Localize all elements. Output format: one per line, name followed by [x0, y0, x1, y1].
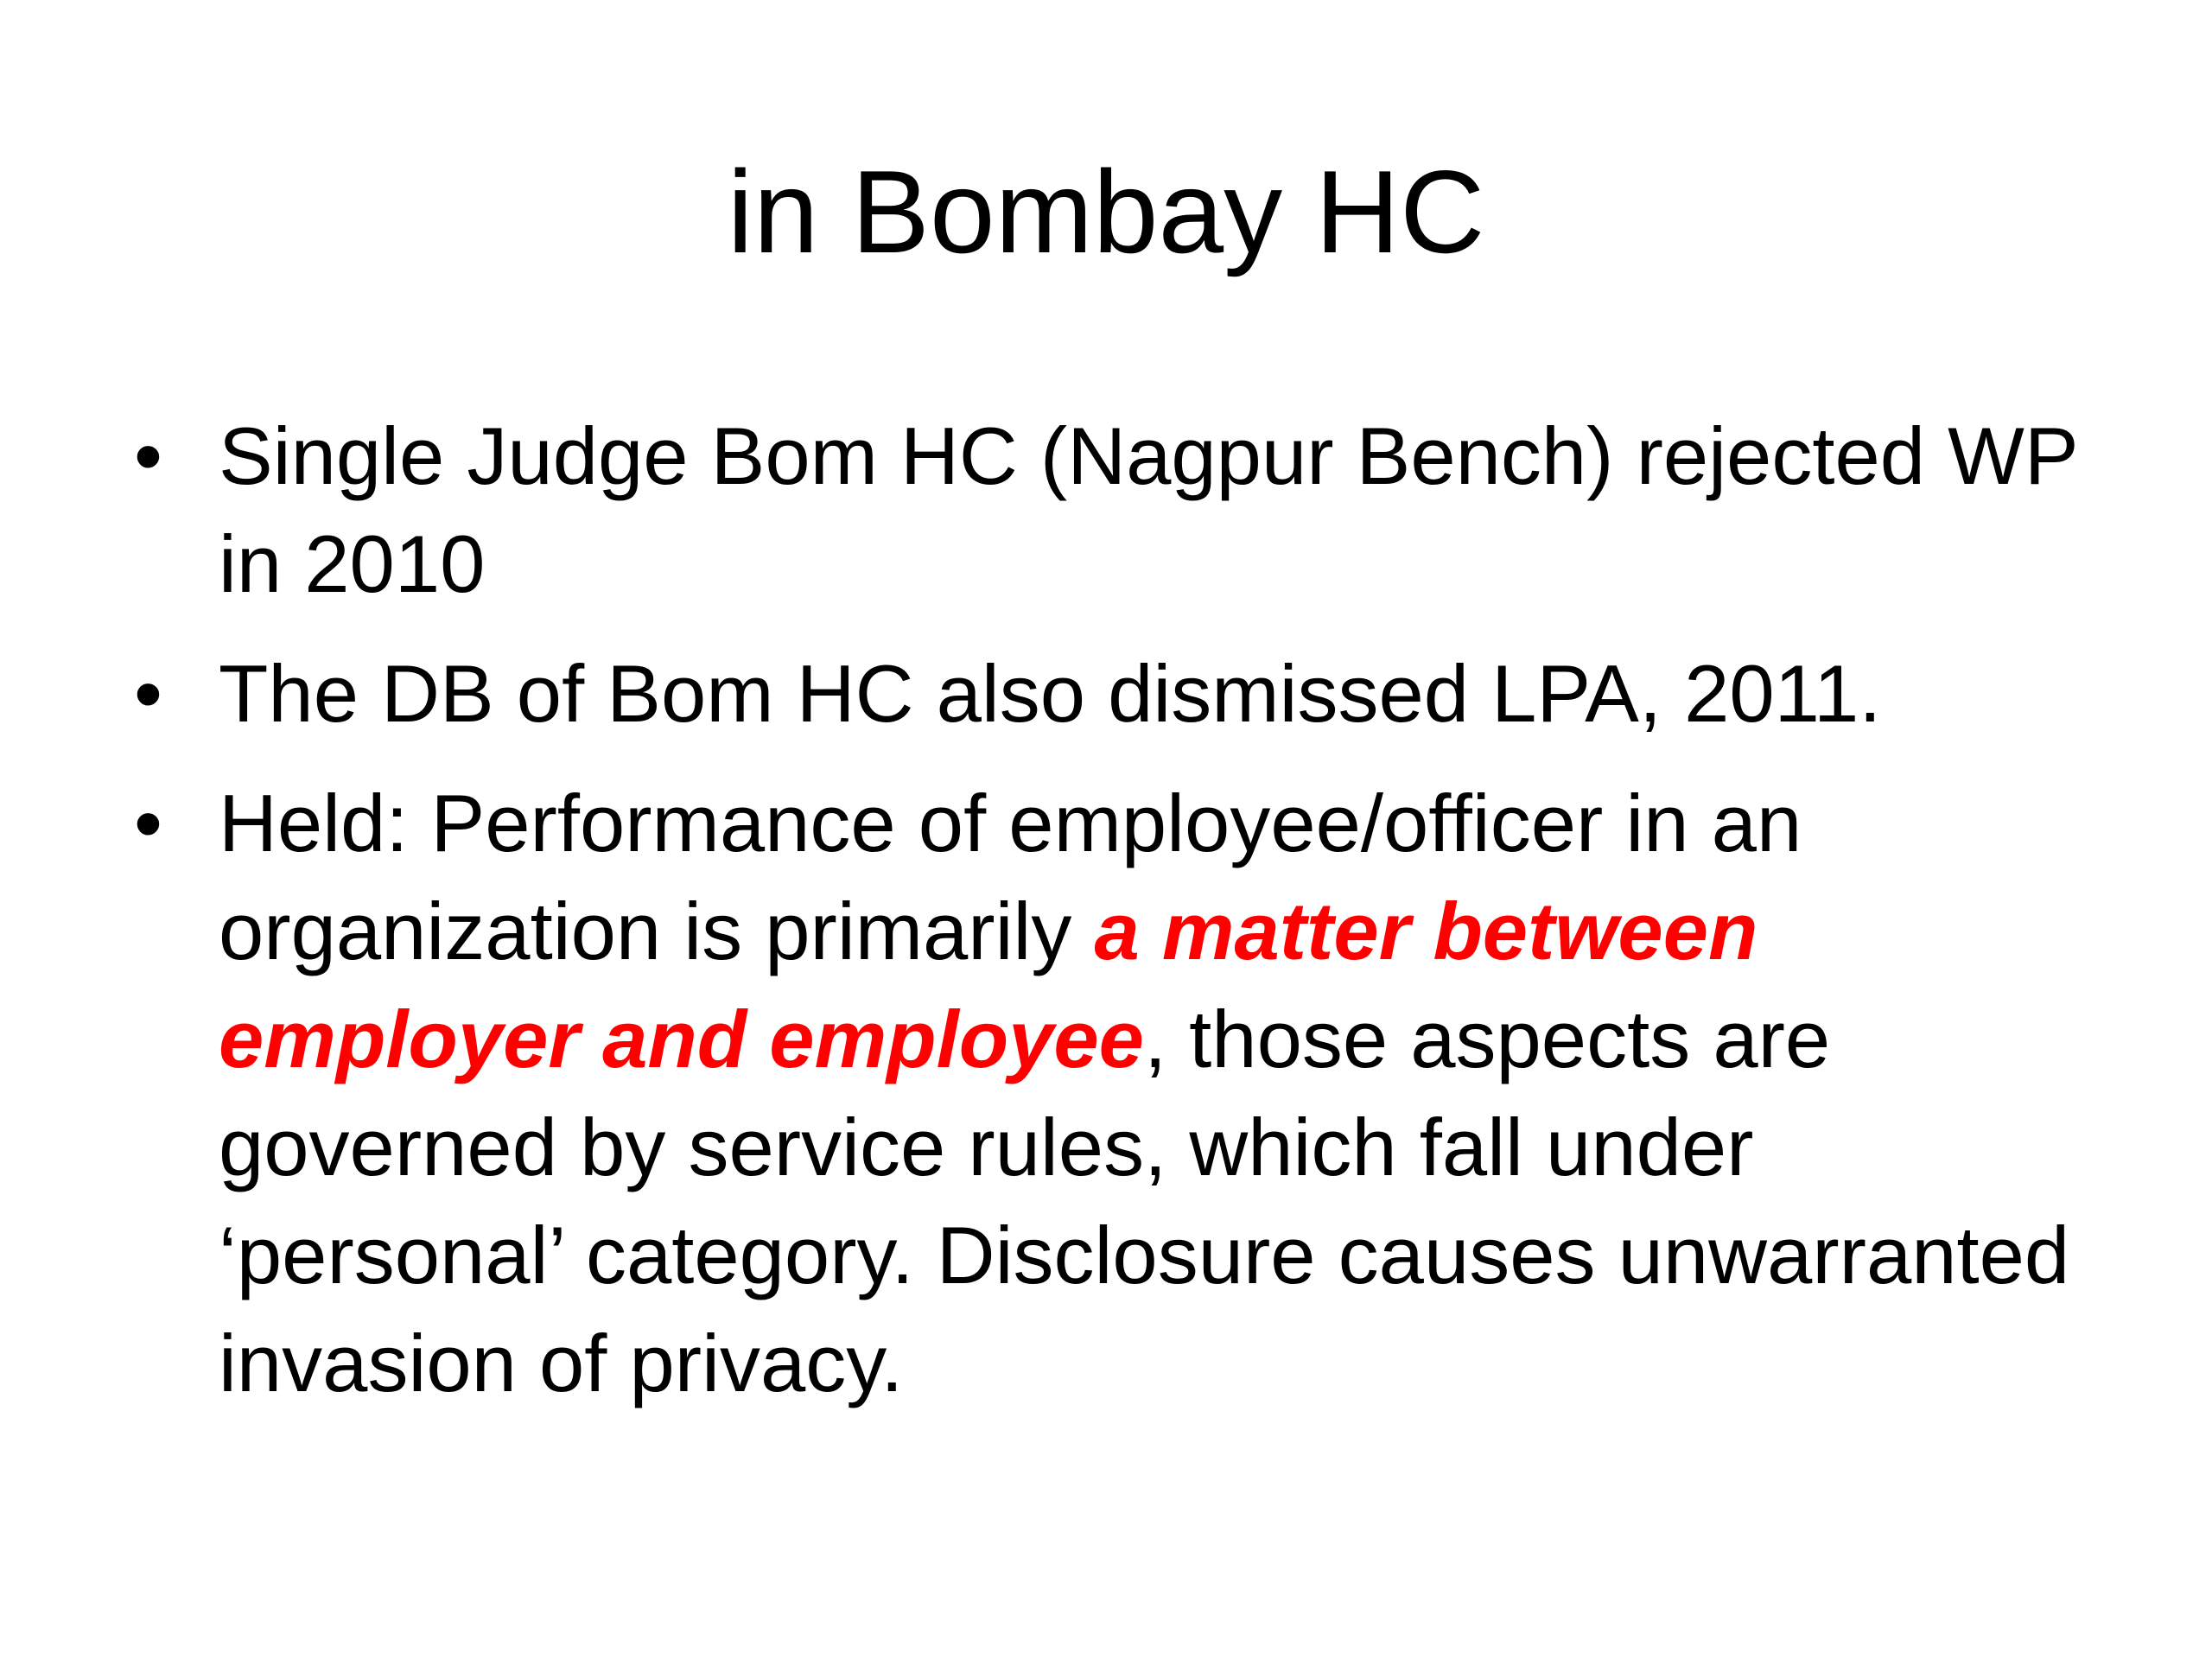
bullet-text: The DB of Bom HC also dismissed LPA, 2011.: [219, 648, 1882, 739]
slide-title: in Bombay HC: [727, 146, 1485, 277]
bullet-text-before: Held: Performance of employee/officer in an organization is primarily: [219, 778, 1802, 976]
bullet-dot-icon: •: [134, 648, 162, 739]
bullet-item-2: [130, 639, 2117, 747]
bullet-text: Single Judge Bom HC (Nagpur Bench) rejected WP in 2010: [219, 410, 2077, 609]
bullet-dot-icon: •: [134, 778, 162, 868]
bullet-item-1: [130, 402, 2117, 618]
bullet-item-3: [130, 769, 2117, 1417]
bullet-list: [130, 402, 2117, 1439]
bullet-dot-icon: •: [134, 410, 162, 501]
emphasized-text: a matter between employer and employee: [219, 886, 1758, 1084]
bullet-text-after: , those aspects are governed by service rules, which fall under ‘personal’ category. Disclosure causes unwarranted invasion of privacy.: [219, 994, 2070, 1408]
